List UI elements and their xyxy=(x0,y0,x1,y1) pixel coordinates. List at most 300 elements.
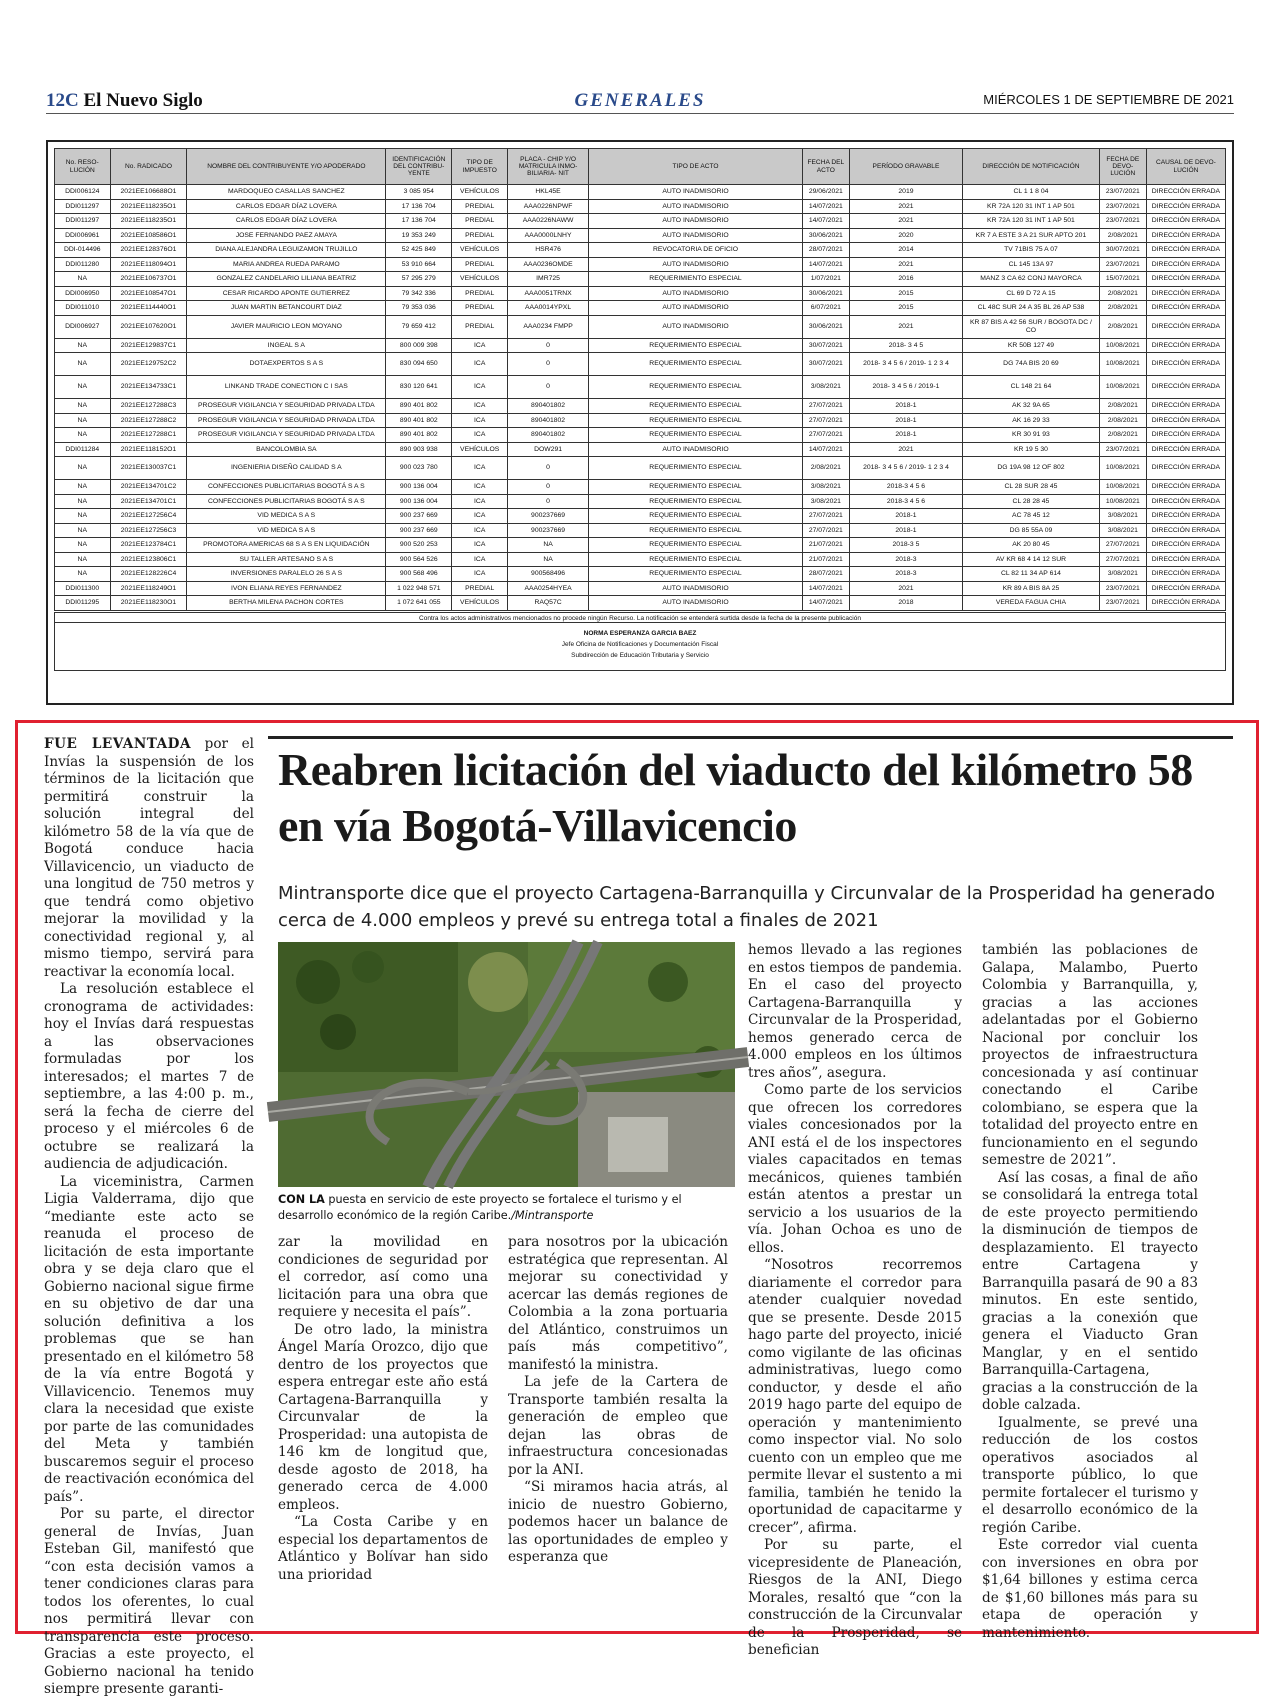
table-cell: NA xyxy=(507,538,588,553)
table-column-header: No. RADICADO xyxy=(110,149,187,185)
table-cell: 2021EE127288C2 xyxy=(110,413,187,428)
table-cell: ICA xyxy=(452,480,508,495)
table-cell: AUTO INADMISORIO xyxy=(589,286,803,301)
table-cell: ICA xyxy=(452,523,508,538)
table-column-header: NOMBRE DEL CONTRIBUYENTE Y/O APODERADO xyxy=(187,149,386,185)
table-cell: DDI011297 xyxy=(55,199,111,214)
table-cell: RAQ57C xyxy=(507,596,588,611)
table-cell: 900237669 xyxy=(507,509,588,524)
table-cell: DDI006961 xyxy=(55,228,111,243)
table-row xyxy=(55,413,1226,428)
table-cell: TV 71BIS 75 A 07 xyxy=(963,243,1100,258)
table-column-header: DIRECCIÓN DE NOTIFICACIÓN xyxy=(963,149,1100,185)
table-cell: CL 145 13A 97 xyxy=(963,257,1100,272)
table-cell: 2018-1 xyxy=(849,523,962,538)
table-cell: 2021EE118094O1 xyxy=(110,257,187,272)
table-cell: INVERSIONES PARALELO 26 S A S xyxy=(187,567,386,582)
table-cell: 2018-1 xyxy=(849,509,962,524)
table-cell: REQUERIMIENTO ESPECIAL xyxy=(589,523,803,538)
table-cell: KR 50B 127 49 xyxy=(963,338,1100,353)
table-cell: REQUERIMIENTO ESPECIAL xyxy=(589,272,803,287)
table-row xyxy=(55,596,1226,611)
table-cell: ICA xyxy=(452,494,508,509)
table-cell: 900 023 780 xyxy=(386,457,452,480)
table-cell: REQUERIMIENTO ESPECIAL xyxy=(589,509,803,524)
table-cell: 2021 xyxy=(849,581,962,596)
table-cell: KR 87 BIS A 42 56 SUR / BOGOTA DC / CO xyxy=(963,315,1100,338)
table-cell: 27/07/2021 xyxy=(802,428,849,443)
table-cell: 2/08/2021 xyxy=(802,457,849,480)
table-cell: DIRECCIÓN ERRADA xyxy=(1146,185,1225,200)
table-cell: 2021EE118152O1 xyxy=(110,442,187,457)
article-paragraph: Por su parte, el vicepresidente de Planeación, Riesgos de la ANI, Diego Morales, resaltó que “con la construcción de la Circunvalar de la Prosperidad, se benefician xyxy=(748,1537,962,1658)
paper-name: El Nuevo Siglo xyxy=(83,90,203,111)
table-cell: 52 425 849 xyxy=(386,243,452,258)
table-cell: 23/07/2021 xyxy=(1099,442,1146,457)
table-cell: 2021EE114440O1 xyxy=(110,301,187,316)
table-cell: 890 401 802 xyxy=(386,428,452,443)
table-cell: 3/08/2021 xyxy=(1099,523,1146,538)
table-cell: 2021EE134701C1 xyxy=(110,494,187,509)
table-cell: 2018- 3 4 5 6 / 2019-1 xyxy=(849,376,962,399)
table-cell: 2018-3 4 5 6 xyxy=(849,480,962,495)
table-cell: VID MEDICA S A S xyxy=(187,523,386,538)
table-cell: 890 903 938 xyxy=(386,442,452,457)
table-cell: NA xyxy=(55,457,111,480)
table-cell: 2018-3 4 5 6 xyxy=(849,494,962,509)
table-cell: 57 295 279 xyxy=(386,272,452,287)
table-cell: 2021EE108547O1 xyxy=(110,286,187,301)
table-cell: DIRECCIÓN ERRADA xyxy=(1146,286,1225,301)
table-cell: DG 19A 98 12 OF 802 xyxy=(963,457,1100,480)
table-cell: 0 xyxy=(507,353,588,376)
table-cell: DDI011300 xyxy=(55,581,111,596)
table-cell: ICA xyxy=(452,413,508,428)
table-cell: PROSEGUR VIGILANCIA Y SEGURIDAD PRIVADA LTDA xyxy=(187,399,386,414)
viaduct-aerial-photo xyxy=(278,942,735,1187)
table-cell: JAVIER MAURICIO LEON MOYANO xyxy=(187,315,386,338)
table-cell: NA xyxy=(55,272,111,287)
table-cell: DOW291 xyxy=(507,442,588,457)
table-cell: CL 82 11 34 AP 614 xyxy=(963,567,1100,582)
table-cell: 2021EE118230O1 xyxy=(110,596,187,611)
table-cell: 27/07/2021 xyxy=(802,399,849,414)
table-cell: 2021EE118249O1 xyxy=(110,581,187,596)
table-cell: REVOCATORIA DE OFICIO xyxy=(589,243,803,258)
table-cell: NA xyxy=(55,494,111,509)
table-cell: 29/06/2021 xyxy=(802,185,849,200)
table-cell: CL 1 1 8 04 xyxy=(963,185,1100,200)
table-cell: DOTAEXPERTOS S A S xyxy=(187,353,386,376)
table-cell: REQUERIMIENTO ESPECIAL xyxy=(589,494,803,509)
table-cell: AUTO INADMISORIO xyxy=(589,185,803,200)
table-cell: REQUERIMIENTO ESPECIAL xyxy=(589,338,803,353)
table-cell: DIRECCIÓN ERRADA xyxy=(1146,552,1225,567)
table-cell: AUTO INADMISORIO xyxy=(589,581,803,596)
article-paragraph: “Nosotros recorremos diariamente el corredor para atender cualquier novedad que se presente. Desde 2015 hago parte del proyecto, inicié como vigilante de las oficinas administrativas, luego como conductor, y desde el año 2019 hago parte del equipo de operación y mantenimiento como inspector vial. No solo cuento con un empleo que me permite llevar el sustento a mi familia, también he tenido la oportunidad de capacitarme y crecer”, afirma. xyxy=(748,1257,962,1536)
article-paragraph: Así las cosas, a final de año se consolidará la entrega total de este proyecto permitiendo la disminución de tiempos de desplazamiento. El trayecto entre Cartagena y Barranquilla pasará de 90 a 83 minutos. En este sentido, gracias a la conexión que genera el Viaducto Gran Manglar, y en el sentido Barranquilla-Cartagena, gracias a la construcción de la doble calzada. xyxy=(982,1169,1198,1413)
table-header-row xyxy=(55,149,1226,185)
table-cell: 28/07/2021 xyxy=(802,243,849,258)
table-column-header: No. RESO-LUCIÓN xyxy=(55,149,111,185)
lead-caps: FUE LEVANTADA xyxy=(44,736,192,752)
table-cell: 900 136 004 xyxy=(386,494,452,509)
table-cell: CL 48C SUR 24 A 35 BL 26 AP 538 xyxy=(963,301,1100,316)
table-column-header: FECHA DE DEVO-LUCIÓN xyxy=(1099,149,1146,185)
table-cell: 10/08/2021 xyxy=(1099,480,1146,495)
table-cell: PROSEGUR VIGILANCIA Y SEGURIDAD PRIVADA LTDA xyxy=(187,413,386,428)
table-cell: DDI011010 xyxy=(55,301,111,316)
table-cell: ICA xyxy=(452,567,508,582)
signature-block xyxy=(54,623,1226,671)
table-cell: AUTO INADMISORIO xyxy=(589,228,803,243)
table-cell: 900 136 004 xyxy=(386,480,452,495)
signatory-title: Jefe Oficina de Notificaciones y Documentación Fiscal xyxy=(561,640,719,648)
table-cell: 2021 xyxy=(849,442,962,457)
table-cell: 14/07/2021 xyxy=(802,442,849,457)
table-cell: VEHÍCULOS xyxy=(452,272,508,287)
table-cell: MARIA ANDREA RUEDA PARAMO xyxy=(187,257,386,272)
table-cell: 2016 xyxy=(849,272,962,287)
table-cell: 2/08/2021 xyxy=(1099,399,1146,414)
table-cell: INGENIERIA DISEÑO CALIDAD S A xyxy=(187,457,386,480)
table-cell: DIRECCIÓN ERRADA xyxy=(1146,214,1225,229)
table-cell: 2021EE127256C3 xyxy=(110,523,187,538)
table-cell: NA xyxy=(55,552,111,567)
table-cell: VEHÍCULOS xyxy=(452,243,508,258)
table-cell: DIRECCIÓN ERRADA xyxy=(1146,376,1225,399)
table-cell: 2021EE107620O1 xyxy=(110,315,187,338)
table-cell: AK 20 80 45 xyxy=(963,538,1100,553)
table-cell: 0 xyxy=(507,338,588,353)
table-cell: DIRECCIÓN ERRADA xyxy=(1146,243,1225,258)
table-cell: 2/08/2021 xyxy=(1099,286,1146,301)
table-cell: 0 xyxy=(507,376,588,399)
table-cell: 23/07/2021 xyxy=(1099,596,1146,611)
table-cell: PREDIAL xyxy=(452,228,508,243)
table-cell: 900237669 xyxy=(507,523,588,538)
table-cell: 900 237 669 xyxy=(386,509,452,524)
table-cell: PROSEGUR VIGILANCIA Y SEGURIDAD PRIVADA LTDA xyxy=(187,428,386,443)
article-paragraph: FUE LEVANTADA por el Invías la suspensión de los términos de la licitación que permitirá construir la solución integral del kilómetro 58 de la vía que de Bogotá conduce hacia Villavicencio, un viaducto de una longitud de 750 metros y que tendrá como objetivo mejorar la movilidad y la conectividad regional y, al mismo tiempo, servirá para reactivar la economía local. xyxy=(44,736,254,980)
article-paragraph: también las poblaciones de Galapa, Malambo, Puerto Colombia y Barranquilla, y, gracias a las acciones adelantadas por el Gobierno Nacional por concluir los proyectos de infraestructura concesionada y así continuar conectando el Caribe colombiano, se espera que la totalidad del proyecto entre en funcionamiento en el segundo semestre de 2021”. xyxy=(982,942,1198,1168)
article-paragraph: zar la movilidad en condiciones de seguridad por el corredor, así como una licitación para una obra que requiere y necesita el país”. xyxy=(278,1234,488,1320)
table-row xyxy=(55,457,1226,480)
table-cell: DDI011297 xyxy=(55,214,111,229)
table-cell: 53 910 664 xyxy=(386,257,452,272)
table-cell: VID MEDICA S A S xyxy=(187,509,386,524)
table-cell: 2021EE128376O1 xyxy=(110,243,187,258)
table-row xyxy=(55,442,1226,457)
table-cell: 2021EE129752C2 xyxy=(110,353,187,376)
table-cell: DDI011295 xyxy=(55,596,111,611)
table-row xyxy=(55,286,1226,301)
table-cell: JOSE FERNANDO PAEZ AMAYA xyxy=(187,228,386,243)
table-cell: 6/07/2021 xyxy=(802,301,849,316)
table-cell: 1/07/2021 xyxy=(802,272,849,287)
table-cell: 2014 xyxy=(849,243,962,258)
table-column-header: TIPO DE IMPUESTO xyxy=(452,149,508,185)
table-cell: HSR476 xyxy=(507,243,588,258)
edict-notice-box xyxy=(46,140,1234,705)
table-cell: AAA0254HYEA xyxy=(507,581,588,596)
table-cell: 10/08/2021 xyxy=(1099,457,1146,480)
table-cell: 900 564 526 xyxy=(386,552,452,567)
table-row xyxy=(55,315,1226,338)
table-cell: AAA0000LNHY xyxy=(507,228,588,243)
table-cell: REQUERIMIENTO ESPECIAL xyxy=(589,413,803,428)
table-cell: VEHÍCULOS xyxy=(452,442,508,457)
table-cell: 3/08/2021 xyxy=(802,494,849,509)
table-cell: SU TALLER ARTESANO S A S xyxy=(187,552,386,567)
table-cell: KR 72A 120 31 INT 1 AP 501 xyxy=(963,199,1100,214)
table-cell: AUTO INADMISORIO xyxy=(589,442,803,457)
table-cell: 2021EE118235O1 xyxy=(110,214,187,229)
table-cell: AAA0051TRNX xyxy=(507,286,588,301)
table-cell: REQUERIMIENTO ESPECIAL xyxy=(589,428,803,443)
table-cell: REQUERIMIENTO ESPECIAL xyxy=(589,376,803,399)
article-top-rule xyxy=(268,736,1233,739)
table-cell: CL 28 SUR 28 45 xyxy=(963,480,1100,495)
table-row xyxy=(55,228,1226,243)
table-cell: DIRECCIÓN ERRADA xyxy=(1146,523,1225,538)
table-row xyxy=(55,480,1226,495)
table-cell: CL 148 21 64 xyxy=(963,376,1100,399)
table-cell: 2/08/2021 xyxy=(1099,301,1146,316)
article-paragraph: Igualmente, se prevé una reducción de los costos operativos asociados al transporte público, lo que permite fortalecer el turismo y el desarrollo económico de la región Caribe. xyxy=(982,1414,1198,1536)
table-row xyxy=(55,494,1226,509)
table-cell: CL 69 D 72 A 15 xyxy=(963,286,1100,301)
table-cell: DIRECCIÓN ERRADA xyxy=(1146,199,1225,214)
table-cell: AAA0226NAWW xyxy=(507,214,588,229)
table-cell: 2020 xyxy=(849,228,962,243)
table-cell: DIANA ALEJANDRA LEGUIZAMON TRUJILLO xyxy=(187,243,386,258)
table-cell: AV KR 68 4 14 12 SUR xyxy=(963,552,1100,567)
table-cell: ICA xyxy=(452,552,508,567)
table-cell: DIRECCIÓN ERRADA xyxy=(1146,399,1225,414)
photo-credit: /Mintransporte xyxy=(511,1209,594,1222)
table-cell: 1 072 641 055 xyxy=(386,596,452,611)
table-cell: 17 136 704 xyxy=(386,199,452,214)
table-cell: 2021EE127288C3 xyxy=(110,399,187,414)
signatory-office: Subdirección de Educación Tributaria y Servicio xyxy=(571,651,709,659)
article-paragraph: De otro lado, la ministra Ángel María Orozco, dijo que dentro de los proyectos que espera entregar este año está Cartagena-Barranquilla y Circunvalar de la Prosperidad: una autopista de 146 km de longitud que, desde agosto de 2018, ha generado cerca de 4.000 empleos. xyxy=(278,1321,488,1513)
table-cell: 2021EE123784C1 xyxy=(110,538,187,553)
table-cell: PREDIAL xyxy=(452,199,508,214)
table-cell: NA xyxy=(55,376,111,399)
table-cell: 2021EE127256C4 xyxy=(110,509,187,524)
table-cell: GONZALEZ CANDELARIO LILIANA BEATRIZ xyxy=(187,272,386,287)
table-cell: 2021EE130037C1 xyxy=(110,457,187,480)
article-subhead: Mintransporte dice que el proyecto Cartagena-Barranquilla y Circunvalar de la Prosperidad ha generado cerca de 4.000 empleos y prevé su entrega total a finales de 2021 xyxy=(278,883,1216,931)
table-cell: REQUERIMIENTO ESPECIAL xyxy=(589,353,803,376)
table-cell: DIRECCIÓN ERRADA xyxy=(1146,480,1225,495)
table-row xyxy=(55,538,1226,553)
table-row xyxy=(55,567,1226,582)
table-row xyxy=(55,243,1226,258)
table-row xyxy=(55,428,1226,443)
table-cell: 30/07/2021 xyxy=(1099,243,1146,258)
table-cell: 2018-3 5 xyxy=(849,538,962,553)
table-cell: AK 32 9A 65 xyxy=(963,399,1100,414)
table-cell: NA xyxy=(55,413,111,428)
table-cell: 2021 xyxy=(849,199,962,214)
table-cell: DIRECCIÓN ERRADA xyxy=(1146,353,1225,376)
table-cell: DIRECCIÓN ERRADA xyxy=(1146,428,1225,443)
table-cell: 2021EE106688O1 xyxy=(110,185,187,200)
table-cell: 27/07/2021 xyxy=(1099,538,1146,553)
table-cell: CONFECCIONES PUBLICITARIAS BOGOTÁ S A S xyxy=(187,480,386,495)
table-column-header: FECHA DEL ACTO xyxy=(802,149,849,185)
table-cell: PREDIAL xyxy=(452,214,508,229)
table-cell: PREDIAL xyxy=(452,315,508,338)
table-cell: 890401802 xyxy=(507,399,588,414)
table-cell: DDI006124 xyxy=(55,185,111,200)
table-cell: 30/06/2021 xyxy=(802,315,849,338)
article-paragraph: Por su parte, el director general de Invías, Juan Esteban Gil, manifestó que “con esta decisión vamos a tener condiciones claras para todos los oferentes, lo cual nos permitirá llevar con transparencia este proceso. Gracias a este proyecto, el Gobierno nacional ha tenido siempre presente garanti- xyxy=(44,1506,254,1697)
table-cell: 10/08/2021 xyxy=(1099,494,1146,509)
table-cell: 2018- 3 4 5 6 / 2019- 1 2 3 4 xyxy=(849,353,962,376)
table-cell: 2021 xyxy=(849,315,962,338)
table-cell: 2/08/2021 xyxy=(1099,413,1146,428)
table-cell: 27/07/2021 xyxy=(802,413,849,428)
table-cell: 21/07/2021 xyxy=(802,552,849,567)
table-cell: 2021EE127288C1 xyxy=(110,428,187,443)
table-cell: 10/08/2021 xyxy=(1099,353,1146,376)
article-column-1 xyxy=(44,736,254,1699)
table-cell: 79 353 036 xyxy=(386,301,452,316)
table-cell: 30/06/2021 xyxy=(802,228,849,243)
table-cell: JUAN MARTIN BETANCOURT DIAZ xyxy=(187,301,386,316)
table-cell: 800 009 398 xyxy=(386,338,452,353)
table-row xyxy=(55,338,1226,353)
table-cell: 900 568 496 xyxy=(386,567,452,582)
article-paragraph: “La Costa Caribe y en especial los departamentos de Atlántico y Bolívar han sido una prioridad xyxy=(278,1514,488,1583)
table-cell: 0 xyxy=(507,480,588,495)
table-cell: AAA0226NPWF xyxy=(507,199,588,214)
table-row xyxy=(55,509,1226,524)
article-paragraph: hemos llevado a las regiones en estos tiempos de pandemia. En el caso del proyecto Cartagena-Barranquilla y Circunvalar de la Prosperidad, hemos generado cerca de 4.000 empleos en los últimos tres años”, asegura. xyxy=(748,942,962,1081)
article-column-4 xyxy=(748,942,962,1660)
table-cell: 2021EE134733C1 xyxy=(110,376,187,399)
page-masthead xyxy=(46,88,1234,114)
table-cell: DIRECCIÓN ERRADA xyxy=(1146,301,1225,316)
table-cell: INGEAL S A xyxy=(187,338,386,353)
table-row xyxy=(55,581,1226,596)
article-column-3 xyxy=(508,1234,728,1567)
article-paragraph: Como parte de los servicios que ofrecen los corredores viales concesionados por la ANI está el de los inspectores viales capacitados en temas mecánicos, quienes también están atentos a prestar un servicio a los usuarios de la vía. Johan Ochoa es uno de ellos. xyxy=(748,1082,962,1256)
article-paragraph: La viceministra, Carmen Ligia Valderrama, dijo que “mediante este acto se reanuda el proceso de licitación de esta importante obra y se deja claro que el Gobierno nacional sigue firme en su objetivo de dar una solución definitiva a los problemas que se han presentado en el kilómetro 58 de la vía entre Bogotá y Villavicencio. Tenemos muy clara la necesidad que existe por parte de las comunidades del Meta y también buscaremos seguir el proceso de reactivación económica del país”. xyxy=(44,1173,254,1505)
table-cell: 14/07/2021 xyxy=(802,214,849,229)
table-cell: VEREDA FAGUA CHIA xyxy=(963,596,1100,611)
table-cell: DIRECCIÓN ERRADA xyxy=(1146,442,1225,457)
table-cell: IVON ELIANA REYES FERNANDEZ xyxy=(187,581,386,596)
table-cell: NA xyxy=(55,480,111,495)
table-cell: 2021EE134701C2 xyxy=(110,480,187,495)
article-paragraph: Este corredor vial cuenta con inversiones en obra por $1,64 billones y estima cerca de $1,60 billones más para su etapa de operación y mantenimiento. xyxy=(982,1537,1198,1641)
table-cell: VEHÍCULOS xyxy=(452,185,508,200)
article-column-5 xyxy=(982,942,1198,1642)
table-cell: PROMOTORA AMERICAS 68 S A S EN LIQUIDACIÓN xyxy=(187,538,386,553)
table-cell: ICA xyxy=(452,353,508,376)
table-column-header: PLACA - CHIP Y/O MATRICULA INMO-BILIARIA- NIT xyxy=(507,149,588,185)
table-row xyxy=(55,523,1226,538)
table-cell: ICA xyxy=(452,538,508,553)
table-cell: 2018- 3 4 5 6 / 2019- 1 2 3 4 xyxy=(849,457,962,480)
article-headline: Reabren licitación del viaducto del kilómetro 58 en vía Bogotá-Villavicencio xyxy=(278,744,1193,851)
table-row xyxy=(55,214,1226,229)
table-row xyxy=(55,552,1226,567)
table-cell: 2021EE128226C4 xyxy=(110,567,187,582)
table-cell: 30/07/2021 xyxy=(802,353,849,376)
table-row xyxy=(55,257,1226,272)
table-cell: DIRECCIÓN ERRADA xyxy=(1146,509,1225,524)
table-cell: DIRECCIÓN ERRADA xyxy=(1146,596,1225,611)
table-cell: DIRECCIÓN ERRADA xyxy=(1146,457,1225,480)
table-cell: KR 30 91 93 xyxy=(963,428,1100,443)
table-cell: PREDIAL xyxy=(452,286,508,301)
table-cell: PREDIAL xyxy=(452,301,508,316)
article-paragraph: para nosotros por la ubicación estratégica que representan. Al mejorar su conectividad y acercar las demás regiones de Colombia a la zona portuaria del Atlántico, construimos un país más competitivo”, manifestó la ministra. xyxy=(508,1234,728,1373)
table-cell: 23/07/2021 xyxy=(1099,199,1146,214)
table-cell: DIRECCIÓN ERRADA xyxy=(1146,228,1225,243)
table-cell: NA xyxy=(55,428,111,443)
table-cell: 14/07/2021 xyxy=(802,257,849,272)
table-cell: KR 89 A BIS 8A 25 xyxy=(963,581,1100,596)
table-cell: VEHÍCULOS xyxy=(452,596,508,611)
table-cell: 2021 xyxy=(849,257,962,272)
table-cell: 900 520 253 xyxy=(386,538,452,553)
table-cell: 23/07/2021 xyxy=(1099,257,1146,272)
table-cell: HKL45E xyxy=(507,185,588,200)
table-cell: 3/08/2021 xyxy=(802,376,849,399)
table-cell: 2021EE123806C1 xyxy=(110,552,187,567)
table-cell: AUTO INADMISORIO xyxy=(589,214,803,229)
table-cell: DIRECCIÓN ERRADA xyxy=(1146,257,1225,272)
table-cell: BERTHA MILENA PACHON CORTES xyxy=(187,596,386,611)
table-cell: REQUERIMIENTO ESPECIAL xyxy=(589,399,803,414)
table-column-header: IDENTIFICACIÓN DEL CONTRIBU-YENTE xyxy=(386,149,452,185)
table-cell: DIRECCIÓN ERRADA xyxy=(1146,581,1225,596)
table-row xyxy=(55,185,1226,200)
table-cell: 2021EE106737O1 xyxy=(110,272,187,287)
table-cell: 19 353 249 xyxy=(386,228,452,243)
table-cell: 10/08/2021 xyxy=(1099,338,1146,353)
table-cell: REQUERIMIENTO ESPECIAL xyxy=(589,567,803,582)
table-cell: CARLOS EDGAR DÍAZ LOVERA xyxy=(187,199,386,214)
table-cell: 27/07/2021 xyxy=(802,523,849,538)
table-cell: DG 74A BIS 20 69 xyxy=(963,353,1100,376)
table-cell: ICA xyxy=(452,338,508,353)
table-column-header: PERÍODO GRAVABLE xyxy=(849,149,962,185)
table-cell: 2/08/2021 xyxy=(1099,228,1146,243)
table-cell: 2021EE129837C1 xyxy=(110,338,187,353)
table-row xyxy=(55,272,1226,287)
table-cell: AK 16 29 33 xyxy=(963,413,1100,428)
table-cell: LINKAND TRADE CONECTION C I SAS xyxy=(187,376,386,399)
table-cell: DDI011284 xyxy=(55,442,111,457)
table-cell: DIRECCIÓN ERRADA xyxy=(1146,272,1225,287)
table-cell: 890401802 xyxy=(507,428,588,443)
table-cell: 14/07/2021 xyxy=(802,581,849,596)
table-cell: 3/08/2021 xyxy=(802,480,849,495)
table-cell: DG 85 55A 09 xyxy=(963,523,1100,538)
signatory-name: NORMA ESPERANZA GARCIA BAEZ xyxy=(583,629,697,637)
table-cell: 17 136 704 xyxy=(386,214,452,229)
article-paragraph: La jefe de la Cartera de Transporte también resalta la generación de empleo que dejan las obras de infraestructura concesionadas por la ANI. xyxy=(508,1374,728,1478)
table-cell: 23/07/2021 xyxy=(1099,214,1146,229)
table-cell: ICA xyxy=(452,376,508,399)
